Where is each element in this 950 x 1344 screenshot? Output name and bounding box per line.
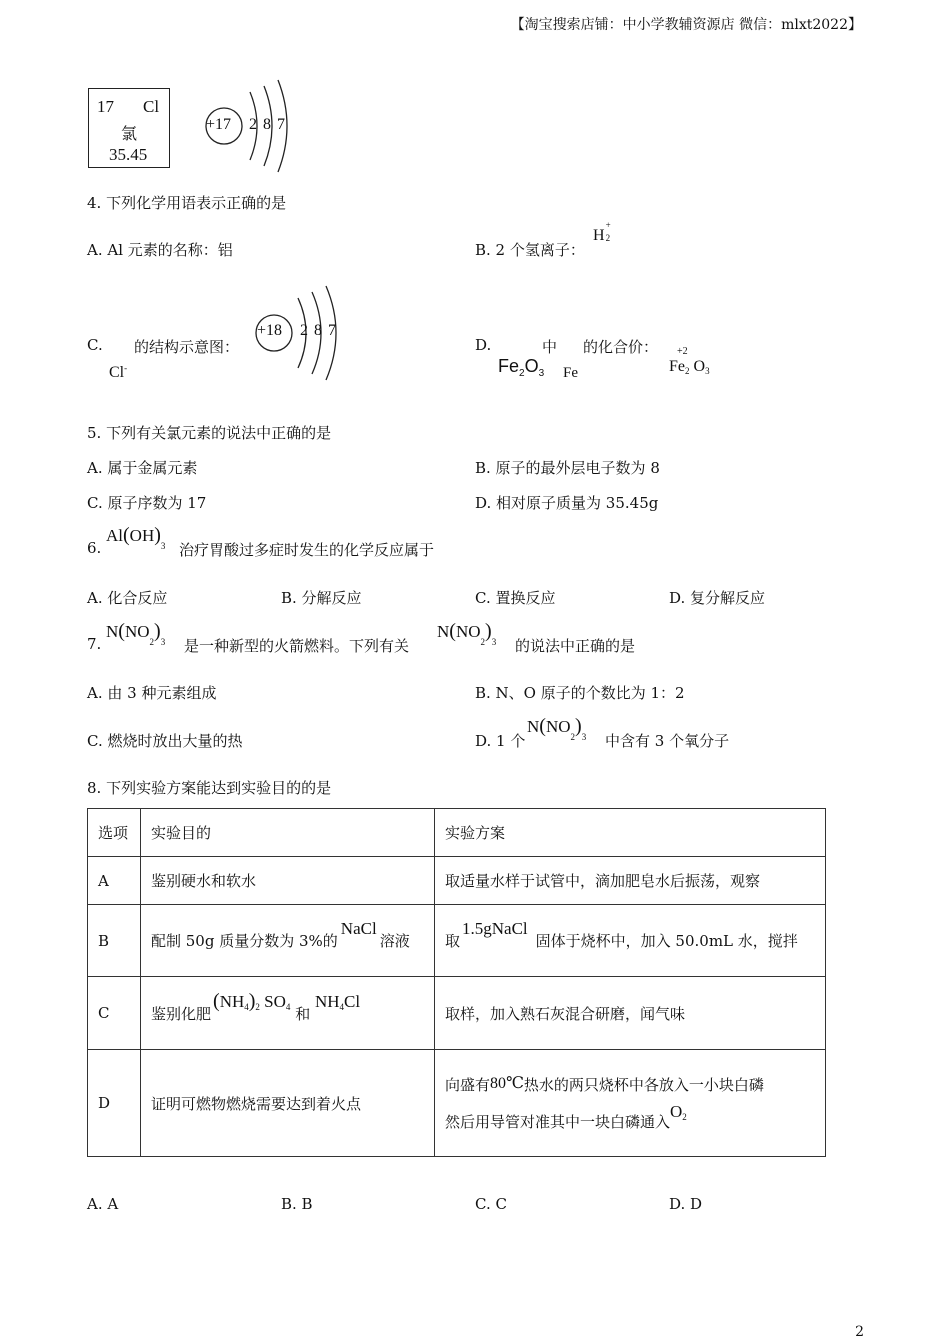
q4-option-c-text: 的结构示意图： [134,338,240,356]
q7-formula-3: $N(NO_2)_3$ [527,715,587,742]
o: O [524,356,539,376]
sub: 2 [255,1001,260,1012]
text: 取 [445,932,461,950]
text: 热水的两只烧杯中各放入一小块白磷 [523,1076,764,1094]
nh: NH [219,991,245,1011]
oxygen-formula [670,1102,687,1121]
q7-option-d-2: 中含有 3 个氧分子 [605,732,730,750]
he: 和 [295,1004,311,1023]
oh: OH [129,526,155,545]
text: 配制 50g 质量分数为 3%的 [151,932,338,950]
q4-d-answer [669,358,710,376]
sub: 3 [705,366,710,376]
temperature: 80℃ [490,1075,524,1092]
row-a-option: A [88,857,141,905]
sub: 3 [491,637,497,647]
q4-d-text: 的化合价： [583,338,659,356]
so: SO [264,991,286,1011]
q4-d-zhong: 中 [542,338,558,356]
cl-shells-label: 2 8 7 [249,116,286,133]
ion-nucleus-label: +18 [257,322,283,339]
atomic-mass: 35.45 [109,145,148,164]
q8-option-a: A. A [87,1195,119,1213]
q4-c-cl: Cl [109,364,125,381]
q7-option-c: C. 燃烧时放出大量的热 [87,732,243,750]
row-d-purpose: 证明可燃物燃烧需要达到着火点 [141,1050,435,1157]
o: O [670,1102,683,1121]
row-b-plan [435,905,826,977]
element-card [88,88,170,168]
header-plan: 实验方案 [435,809,826,857]
nacl-mass: 1.5gNaCl [462,919,528,938]
q5-option-c: C. 原子序数为 17 [87,494,207,512]
row-b-option: B [88,905,141,977]
q4-b-charge: + [605,220,611,230]
q4-option-a: A. Al 元素的名称：铝 [87,241,233,259]
q4-b-h: H [593,227,605,244]
q6-num: 6. [87,539,102,557]
q4-d-valence: +2 [677,346,688,357]
ammonium-sulfate: $(NH_4)_2$ $SO_4$ [213,989,291,1012]
q8-stem: 8. 下列实验方案能达到实验目的的是 [87,779,332,797]
row-c-purpose [141,977,435,1050]
sub: 3 [160,541,166,551]
element-name: 氯 [121,124,138,143]
q4-c-charge: - [124,363,128,373]
q5-option-d: D. 相对原子质量为 35.45g [475,494,659,512]
row-d-option: D [88,1050,141,1157]
q8-option-b: B. B [281,1195,313,1213]
q6-option-d: D. 复分解反应 [669,589,766,607]
n: N [527,717,540,736]
sub: 2 [685,366,690,376]
row-c-option: C [88,977,141,1050]
page-header: 【淘宝搜索店铺：中小学教辅资源店 微信：mlxt2022】 [510,17,862,33]
cl: Cl [344,991,361,1011]
sub: 3 [160,637,166,647]
q4-b-sub: 2 [605,233,611,243]
text: 向盛有 [445,1076,491,1094]
sub: 2 [480,637,486,647]
sub: 2 [149,637,155,647]
q7-option-d-1: D. 1 个 [475,732,526,750]
atomic-number: 17 [97,97,114,116]
sub: 3 [581,732,587,742]
ammonium-chloride [315,992,360,1011]
no: NO [455,622,481,641]
q5-stem: 5. 下列有关氯元素的说法中正确的是 [87,424,332,442]
n: N [437,622,450,641]
table-header-row [88,809,826,857]
sub: 2 [570,732,576,742]
row-a-plan: 取适量水样于试管中，滴加肥皂水后振荡，观察 [435,857,826,905]
fe: Fe [669,358,685,375]
q7-option-a: A. 由 3 种元素组成 [87,684,217,702]
text: 鉴别化肥 [151,1004,212,1023]
header-purpose: 实验目的 [141,809,435,857]
q4-c-ion [109,363,127,382]
q7-stem-2: 的说法中正确的是 [515,637,636,655]
q7-num: 7. [87,635,102,653]
q6-formula: $Al(OH)_3$ [106,524,166,551]
text: 溶液 [379,932,410,950]
sub: 4 [285,1001,291,1012]
sub: 3 [538,368,545,379]
page-number: 2 [855,1324,864,1340]
no: NO [124,622,150,641]
sub: 4 [244,1001,249,1012]
fe: Fe [498,356,520,376]
q8-option-d: D. D [669,1195,703,1213]
row-a-purpose: 鉴别硬水和软水 [141,857,435,905]
q6-stem: 治疗胃酸过多症时发生的化学反应属于 [179,541,435,559]
nacl-formula: NaCl [340,919,377,938]
q7-stem-1: 是一种新型的火箭燃料。下列有关 [184,637,410,655]
nh: NH [314,991,340,1011]
q4-option-b: B. 2 个氢离子： [475,241,585,259]
q6-option-c: C. 置换反应 [475,589,556,607]
o: O [693,358,706,375]
text: 固体于烧杯中，加入 50.0mL 水，搅拌 [535,932,798,950]
q4-stem: 4. 下列化学用语表示正确的是 [87,194,287,212]
q6-option-a: A. 化合反应 [87,589,168,607]
q5-option-b: B. 原子的最外层电子数为 8 [475,459,660,477]
element-symbol: Cl [143,97,160,116]
q7-formula-1: $N(NO_2)_3$ [106,620,166,647]
sub: 2 [519,368,525,379]
q4-option-d-label: D. [475,336,492,354]
table-row [88,1050,826,1157]
row-c-plan: 取样，加入熟石灰混合研磨，闻气味 [435,977,826,1050]
q5-option-a: A. 属于金属元素 [87,459,198,477]
table-row [88,905,826,977]
q6-option-b: B. 分解反应 [281,589,362,607]
header-option: 选项 [88,809,141,857]
table-row [88,857,826,905]
q4-b-formula [593,220,611,245]
q8-option-c: C. C [475,1195,507,1213]
sub: 2 [682,1112,687,1122]
q4-d-fe-element: Fe [563,365,578,381]
ion-shells-label: 2 8 7 [300,322,337,339]
row-d-plan [435,1050,826,1157]
q4-option-c-label: C. [87,336,103,354]
text: 然后用导管对准其中一块白磷通入 [445,1113,671,1131]
no: NO [545,717,571,736]
q7-option-b: B. N、O 原子的个数比为 1：2 [475,684,685,702]
al: Al [106,526,123,545]
n: N [106,622,119,641]
q4-d-formula [498,356,544,379]
sub: 4 [339,1001,345,1012]
row-b-purpose [141,905,435,977]
table-row [88,977,826,1050]
cl-nucleus-label: +17 [206,116,232,133]
q7-formula-2: $N(NO_2)_3$ [437,620,497,647]
experiment-table [87,808,826,1157]
